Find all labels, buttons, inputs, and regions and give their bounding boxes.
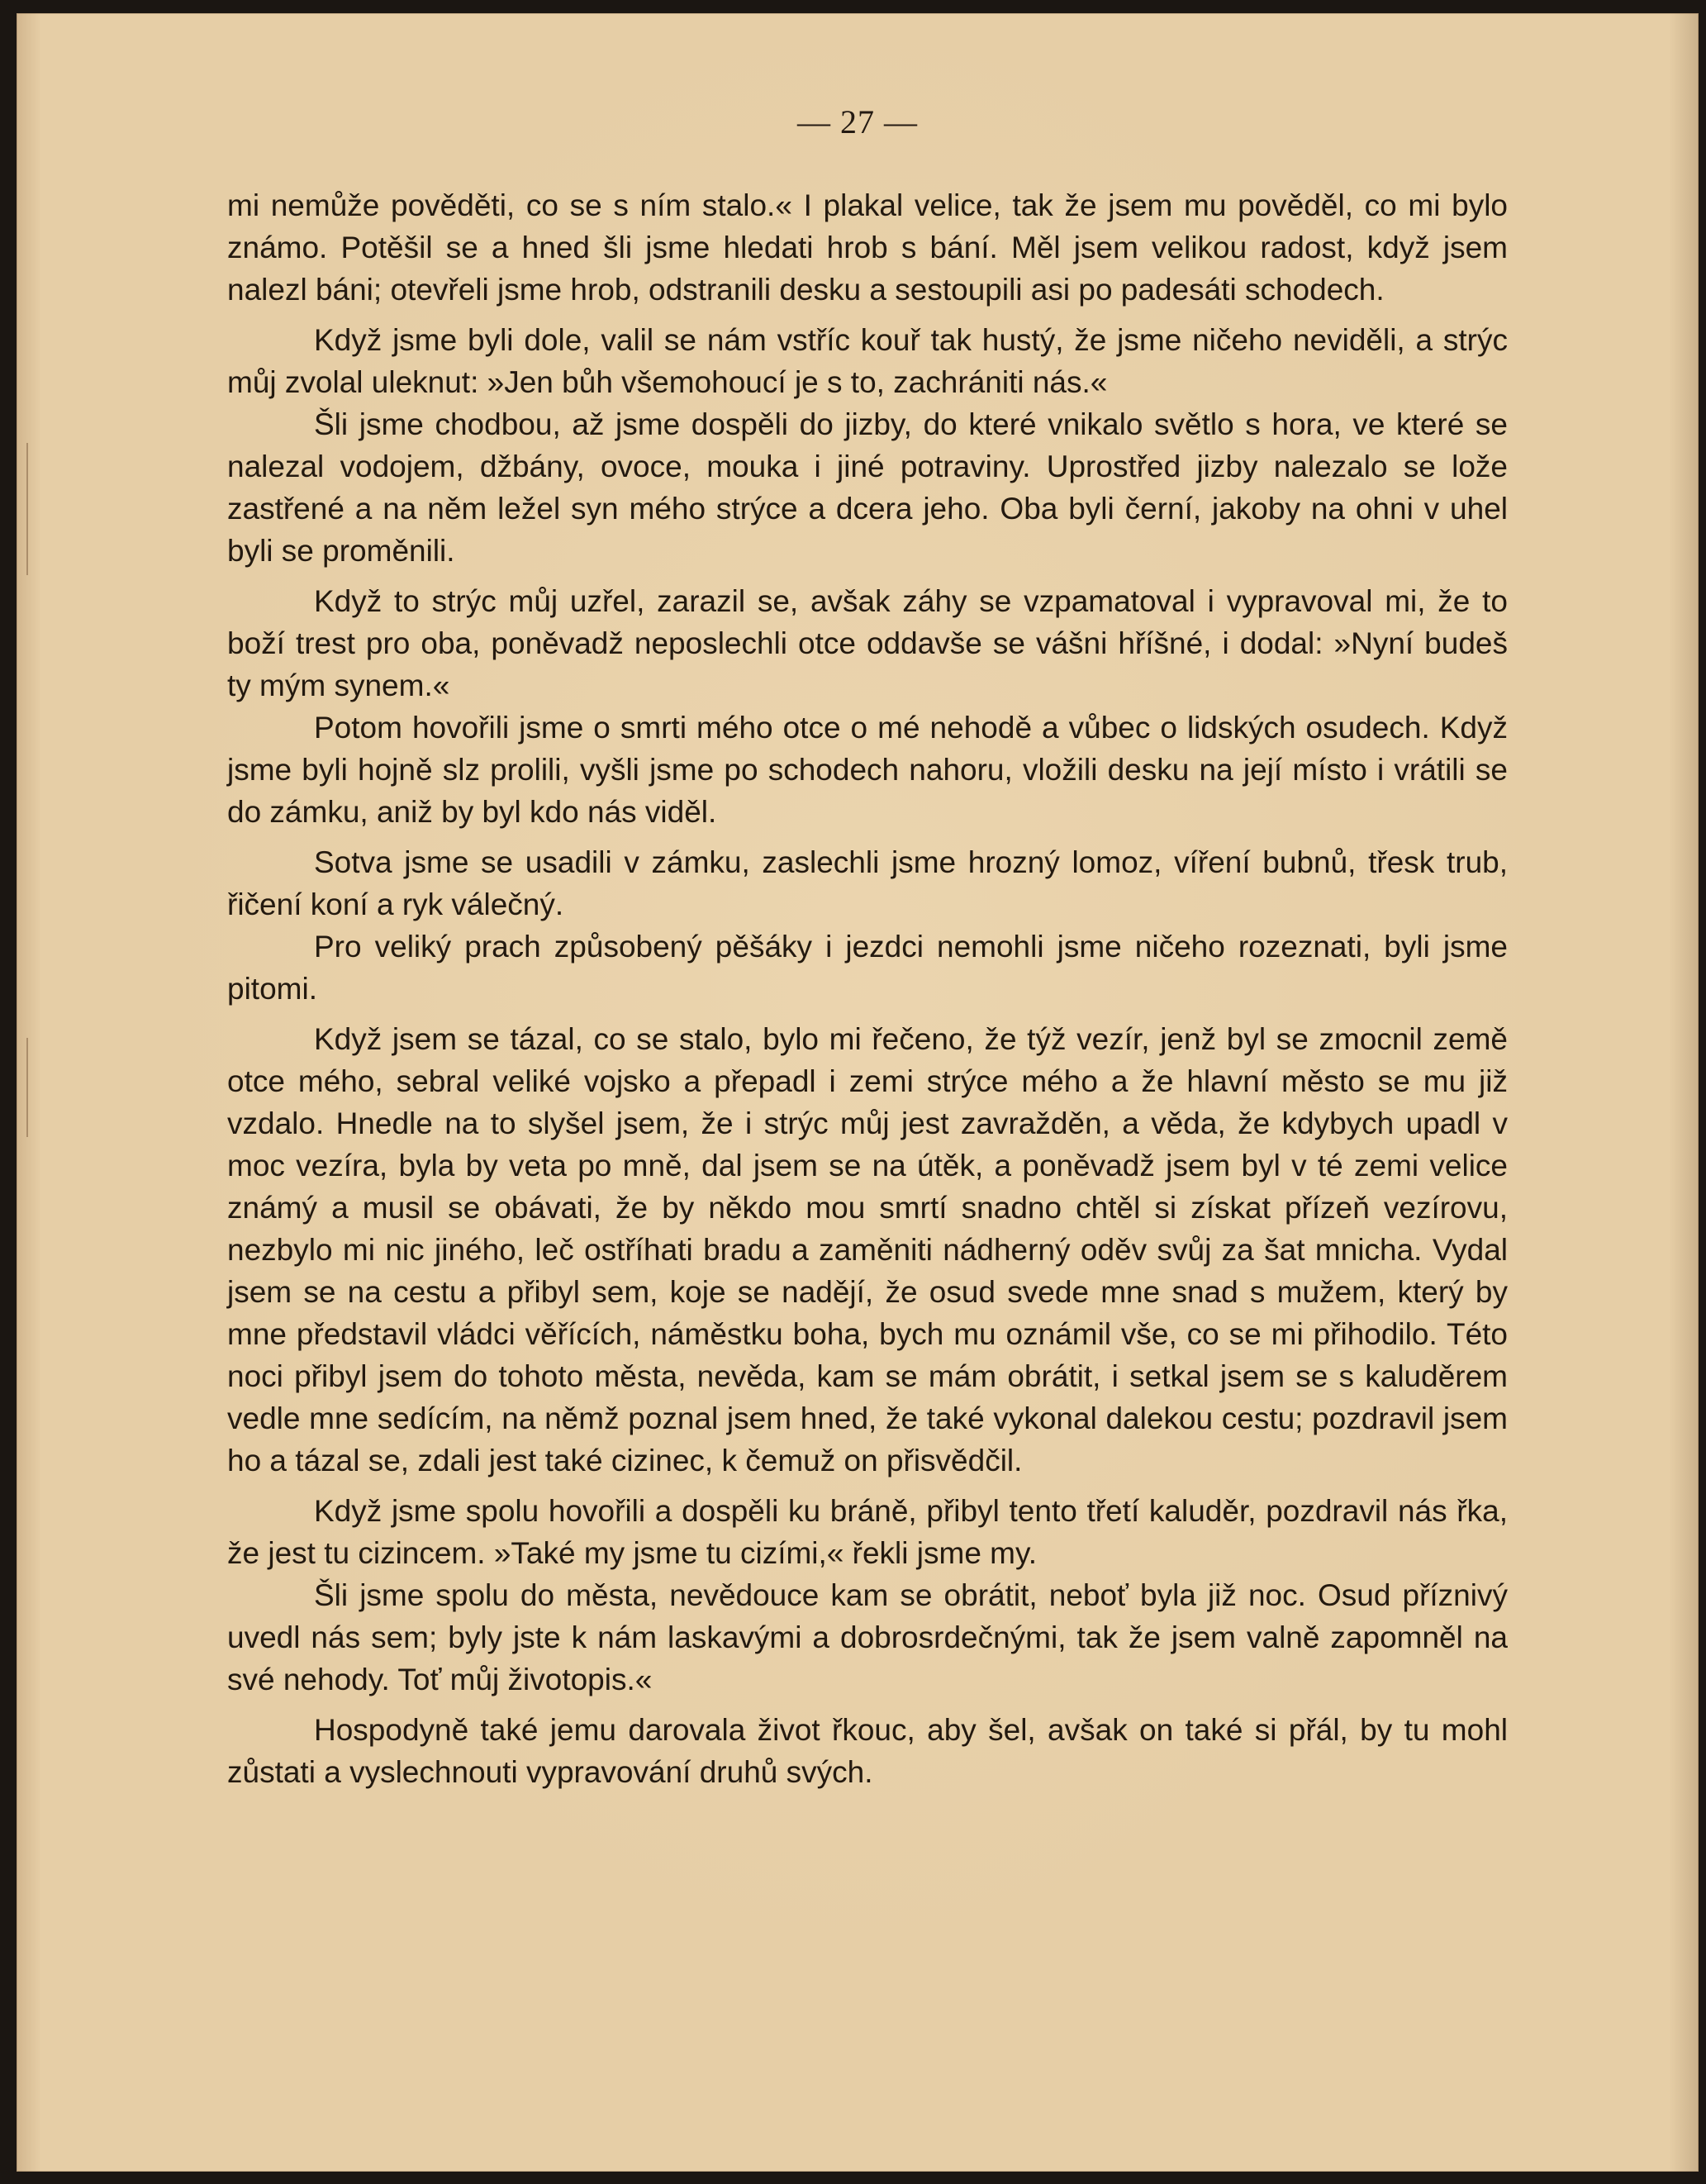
page-edge-mark <box>26 443 28 575</box>
paragraph: Šli jsme spolu do města, nevědouce kam se obrátit, neboť byla již noc. Osud příznivý uvedl nás sem; byly jste k nám laskavými a dobrosrdečnými, tak že jsem valně zapomněl na své nehody. Toť můj životopis.« <box>227 1578 1508 1696</box>
paragraph: Když jsme byli dole, valil se nám vstříc kouř tak hustý, že jsme ničeho neviděli, a strýc můj zvolal uleknut: »Jen bůh všemohoucí je s to, zachrániti nás.« <box>227 323 1508 399</box>
paragraph: Sotva jsme se usadili v zámku, zaslechli jsme hrozný lomoz, víření bubnů, třesk trub, řičení koní a ryk válečný. <box>227 845 1508 921</box>
paragraph: Když jsme spolu hovořili a dospěli ku bráně, přibyl tento třetí kaluděr, pozdravil nás řka, že jest tu cizincem. »Také my jsme tu cizími,« řekli jsme my. <box>227 1494 1508 1570</box>
book-page <box>17 13 1699 2172</box>
paragraph: Šli jsme chodbou, až jsme dospěli do jizby, do které vnikalo světlo s hora, ve které se nalezal vodojem, džbány, ovoce, mouka i jiné potraviny. Uprostřed jizby nalezalo se lože zastřené a na něm ležel syn mého strýce a dcera jeho. Oba byli černí, jakoby na ohni v uhel byli se proměnili. <box>227 407 1508 568</box>
page-edge-mark <box>26 1038 28 1137</box>
paragraph: Pro veliký prach způsobený pěšáky i jezdci nemohli jsme ničeho rozeznati, byli jsme pitomi. <box>227 930 1508 1006</box>
paragraph: mi nemůže pověděti, co se s ním stalo.« I plakal velice, tak že jsem mu pověděl, co mi bylo známo. Potěšil se a hned šli jsme hledati hrob s bání. Měl jsem velikou radost, když jsem nalezl báni; otevřeli jsme hrob, odstranili desku a sestoupili asi po padesáti schodech. <box>227 188 1508 307</box>
paragraph: Hospodyně také jemu darovala život řkouc, aby šel, avšak on také si přál, by tu mohl zůstati a vyslechnouti vypravování druhů svých. <box>227 1713 1508 1789</box>
page-number: — 27 — <box>797 103 918 140</box>
paragraph: Potom hovořili jsme o smrti mého otce o mé nehodě a vůbec o lidských osudech. Když jsme byli hojně slz prolili, vyšli jsme po schodech nahoru, vložili desku na její místo i vrátili se do zámku, aniž by byl kdo nás viděl. <box>227 711 1508 829</box>
paragraph: Když to strýc můj uzřel, zarazil se, avšak záhy se vzpamatoval i vypravoval mi, že to boží trest pro oba, poněvadž neposlechli otce oddavše se vášni hříšné, i dodal: »Nyní budeš ty mým synem.« <box>227 584 1508 702</box>
body-text <box>227 184 1508 1793</box>
paragraph: Když jsem se tázal, co se stalo, bylo mi řečeno, že týž vezír, jenž byl se zmocnil země otce mého, sebral veliké vojsko a přepadl i zemi strýce mého a že hlavní město se mu již vzdalo. Hnedle na to slyšel jsem, že i strýc můj jest zavražděn, a věda, že kdybych upadl v moc vezíra, byla by veta po mně, dal jsem se na útěk, a poněvadž jsem byl v té zemi velice známý a musil se obávati, že by někdo mou smrtí snadno chtěl si získat přízeň vezírovu, nezbylo mi nic jiného, leč ostříhati bradu a zaměniti nádherný oděv svůj za šat mnicha. Vydal jsem se na cestu a přibyl sem, koje se nadějí, že osud svede mne snad s mužem, který by mne představil vládci věřících, náměstku boha, bych mu oznámil vše, co se mi přihodilo. Této noci přibyl jsem do tohoto města, nevěda, kam se mám obrátit, i setkal jsem se s kaluděrem vedle mne sedícím, na němž poznal jsem hned, že také vykonal dalekou cestu; pozdravil jsem ho a tázal se, zdali jest také cizinec, k čemuž on přisvědčil. <box>227 1022 1508 1477</box>
